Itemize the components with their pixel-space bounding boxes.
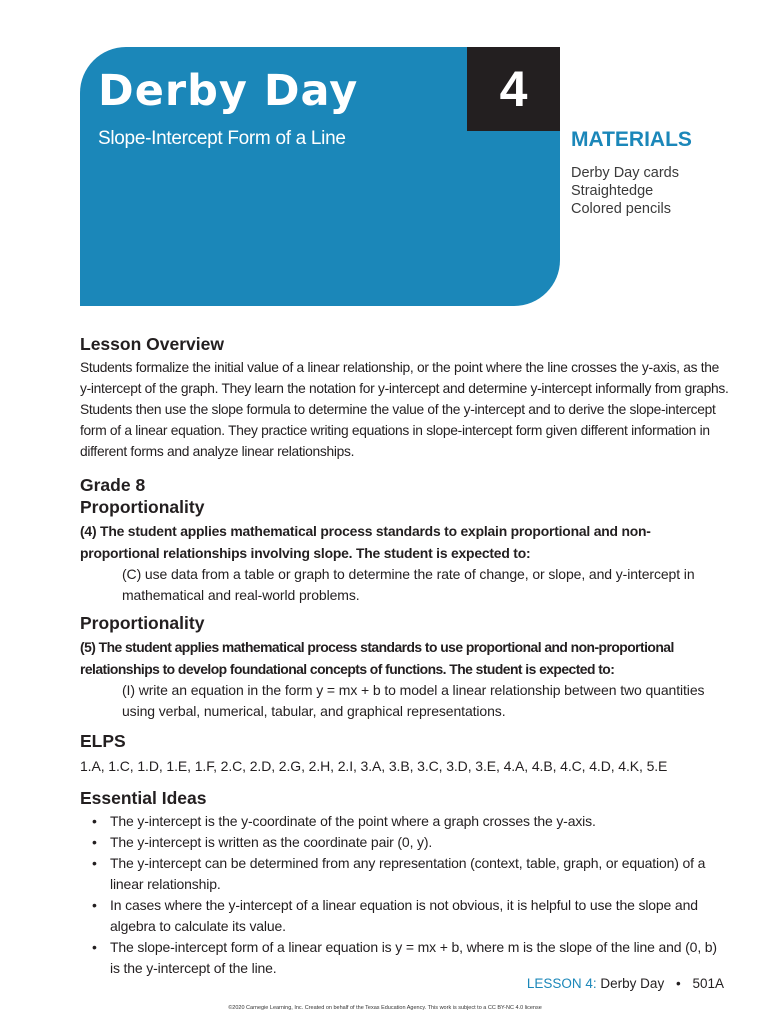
lesson-content [80,333,730,979]
essential-idea-text: The slope-intercept form of a linear equation is y = mx + b, where m is the slope of the line and (0, b) is the y-intercept of the line. [110,939,717,976]
standard-statement: (5) The student applies mathematical process standards to use proportional and non-proportional relationships to develop foundational concepts of functions. The student is expected to: [80,639,674,677]
list-item [80,937,730,979]
standard-expectation: (C) use data from a table or graph to determine the rate of change, or slope, and y-intercept in mathematical and real-world problems. [122,566,695,603]
lesson-overview-heading: Lesson Overview [80,334,224,354]
lesson-overview-text: Students formalize the initial value of a linear relationship, or the point where the line crosses the y-axis, as the y-intercept of the graph. They learn the notation for y-intercept and determine y-intercept informally from graphs. Students then use the slope formula to determine the value of the y-intercept and to derive the slope-intercept form of a linear equation. They practice writing equations in slope-intercept form given different information in different forms and analyze linear relationships. [80,360,729,459]
standard-statement: (4) The student applies mathematical process standards to explain proportional and non-proportional relationships involving slope. The student is expected to: [80,523,651,561]
bullet-icon: • [92,834,97,850]
essential-idea-text: In cases where the y-intercept of a linear equation is not obvious, it is helpful to use the slope and algebra to calculate its value. [110,897,698,934]
materials-item: Straightedge [571,183,654,199]
essential-ideas-list [80,811,730,979]
essential-idea-text: The y-intercept is the y-coordinate of the point where a graph crosses the y-axis. [110,813,596,829]
bullet-icon: • [92,939,97,955]
standard-heading: Proportionality [80,497,205,517]
lesson-title: Derby Day [98,66,359,116]
page-footer [527,976,724,991]
grade-heading: Grade 8 [80,475,146,495]
list-item [80,895,730,937]
materials-item: Colored pencils [571,201,671,217]
materials-panel [571,128,692,218]
bullet-icon: • [92,813,97,829]
copyright-notice: ©2020 Carnegie Learning, Inc. Created on behalf of the Texas Education Agency. This work is subject to a CC BY-NC 4.0 license [228,1005,542,1011]
footer-lesson-title: Derby Day [600,976,665,991]
materials-list [571,164,692,218]
lesson-subtitle: Slope-Intercept Form of a Line [98,128,346,149]
lesson-number-badge: 4 [467,47,560,131]
footer-lesson-label: LESSON 4: [526,976,597,991]
elps-codes: 1.A, 1.C, 1.D, 1.E, 1.F, 2.C, 2.D, 2.G, 2.H, 2.I, 3.A, 3.B, 3.C, 3.D, 3.E, 4.A, 4.B, 4.C, 4.D, 4.K, 5.E [80,758,668,774]
standard-expectation: (I) write an equation in the form y = mx + b to model a linear relationship between two quantities using verbal, numerical, tabular, and graphical representations. [122,682,705,719]
standard-heading: Proportionality [80,613,205,633]
footer-separator: • [675,976,681,991]
list-item [80,832,730,853]
list-item [80,811,730,832]
materials-item: Derby Day cards [571,165,679,181]
essential-ideas-heading: Essential Ideas [80,788,207,808]
essential-idea-text: The y-intercept can be determined from any representation (context, table, graph, or equation) of a linear relationship. [110,855,706,892]
page-number: 501A [692,976,724,991]
list-item [80,853,730,895]
bullet-icon: • [92,855,97,871]
elps-heading: ELPS [80,731,126,751]
bullet-icon: • [92,897,97,913]
essential-idea-text: The y-intercept is written as the coordinate pair (0, y). [110,834,433,850]
materials-heading: MATERIALS [571,128,692,151]
